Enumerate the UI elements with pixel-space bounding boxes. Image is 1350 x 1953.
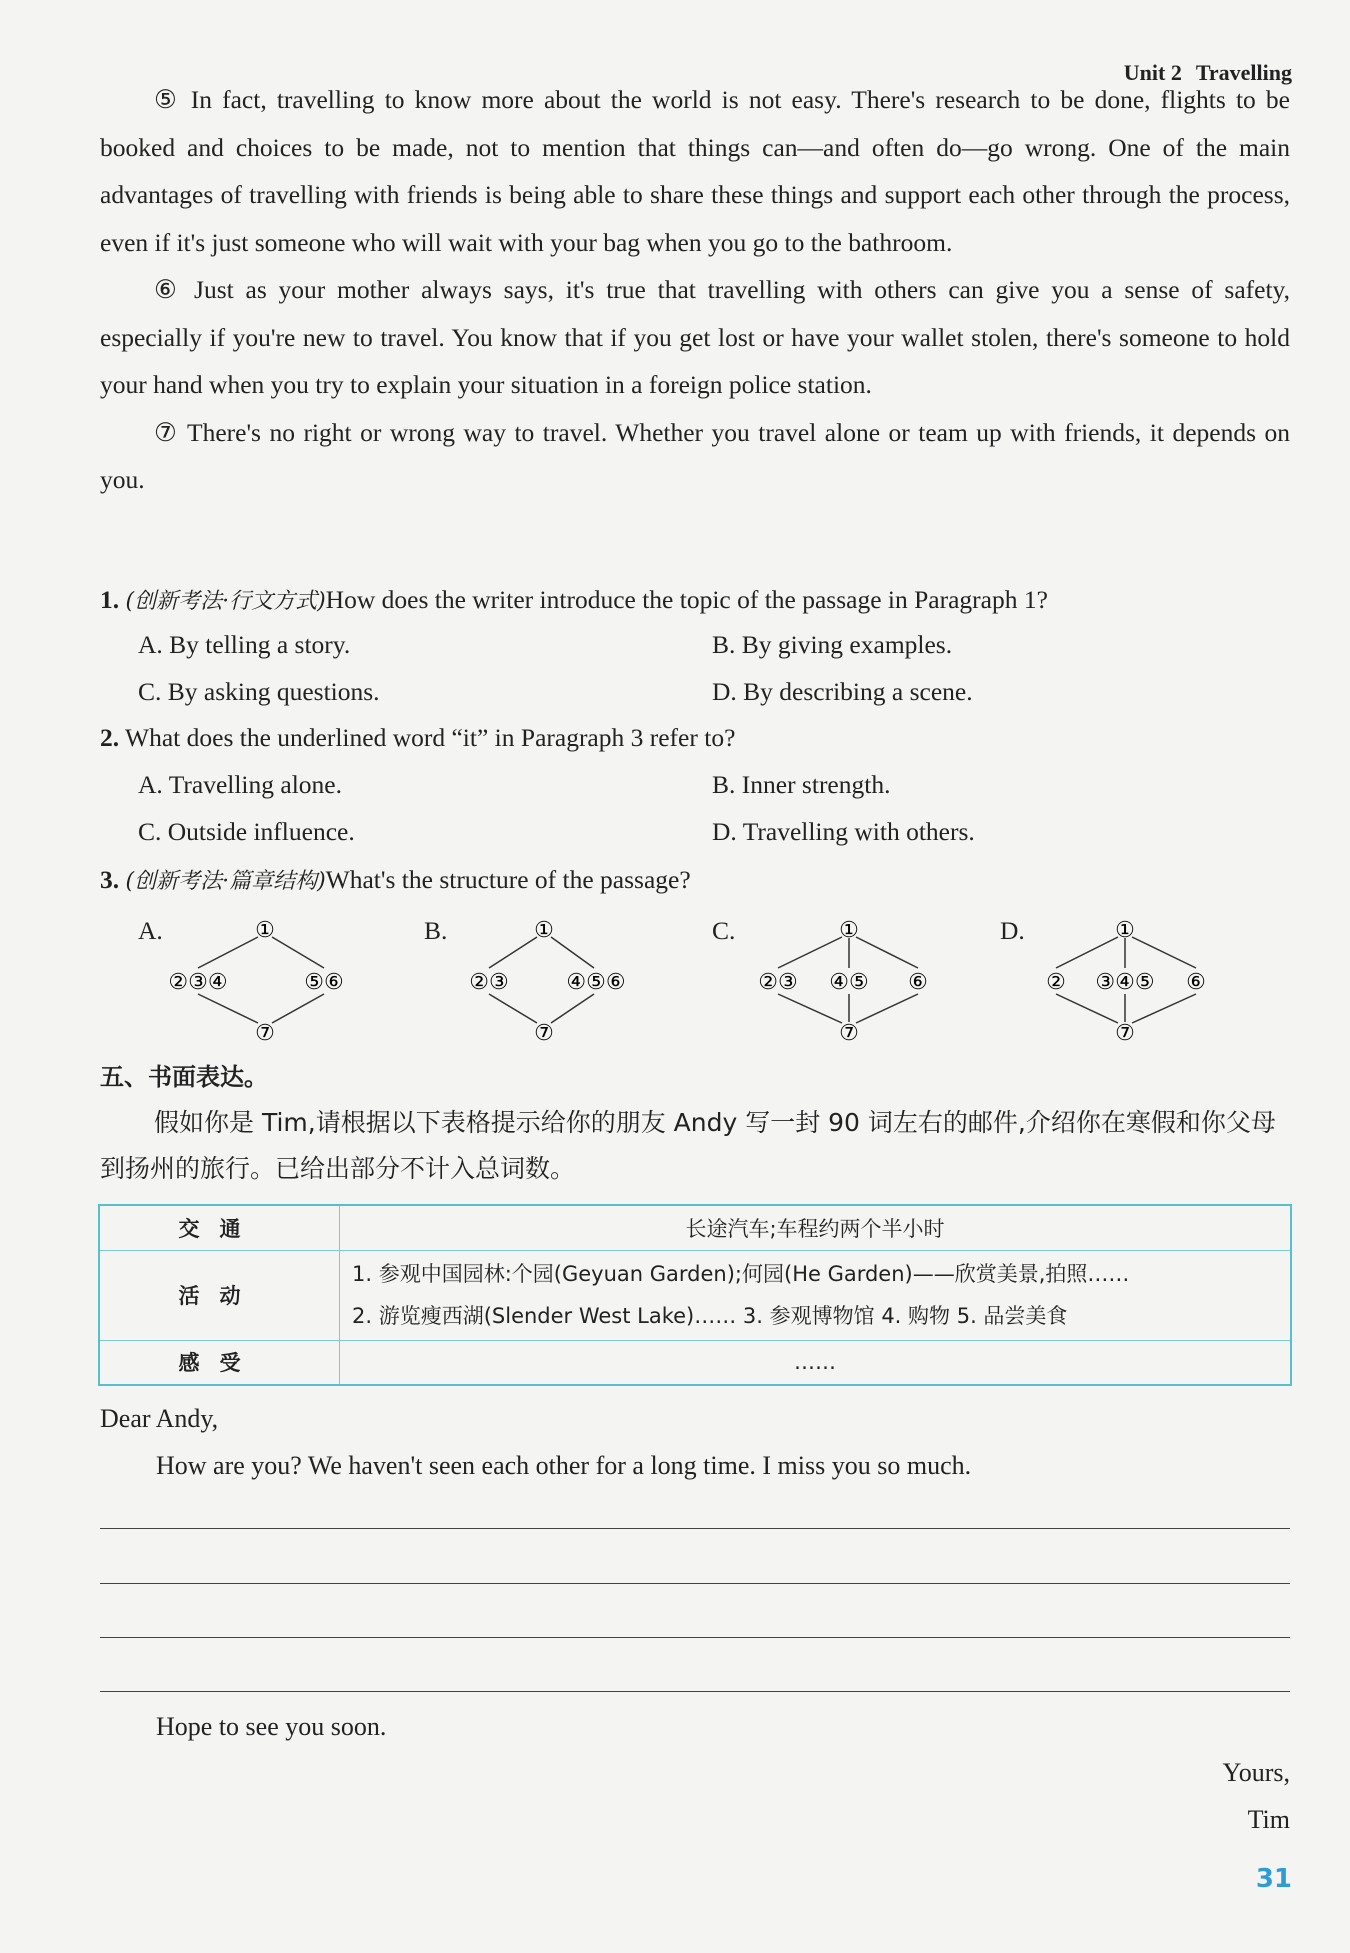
node-left: ②③ — [758, 970, 798, 995]
structure-option-c[interactable] — [712, 910, 942, 1045]
node-right: ⑥ — [1186, 970, 1206, 995]
structure-diagram-a — [138, 910, 368, 1045]
writing-task: 假如你是 Tim,请根据以下表格提示给你的朋友 Andy 写一封 90 词左右的邮件,介绍你在寒假和你父母到扬州的旅行。已给出部分不计入总词数。 — [100, 1108, 1276, 1183]
row-content: …… — [340, 1340, 1292, 1385]
row-header: 感受 — [99, 1340, 340, 1385]
node-right: ⑤⑥ — [304, 970, 344, 995]
question-tag: (创新考法·篇章结构) — [125, 869, 326, 894]
question-text: What's the structure of the passage? — [325, 865, 691, 894]
node-middle: ③④⑤ — [1095, 970, 1155, 995]
question-1 — [100, 584, 1048, 615]
letter-closing: Hope to see you soon. — [156, 1712, 387, 1741]
question-text: What does the underlined word “it” in Paragraph 3 refer to? — [125, 723, 736, 752]
option-1c[interactable]: C. By asking questions. — [138, 677, 380, 706]
unit-label: Unit 2 — [1123, 60, 1182, 85]
option-2d[interactable]: D. Travelling with others. — [712, 817, 975, 846]
letter-opening: How are you? We haven't seen each other for a long time. I miss you so much. — [156, 1451, 972, 1480]
reading-passage — [100, 76, 1290, 504]
activity-line-2: 2. 游览瘦西湖(Slender West Lake)…… 3. 参观博物馆 4. 购物 5. 品尝美食 — [352, 1304, 1068, 1328]
page-number: 31 — [1255, 1864, 1292, 1894]
node-top: ① — [534, 918, 554, 943]
structure-diagram-b — [424, 910, 654, 1045]
structure-diagram-d — [1000, 910, 1240, 1045]
option-label: A. — [138, 916, 163, 945]
node-bottom: ⑦ — [839, 1021, 859, 1045]
option-2a[interactable]: A. Travelling alone. — [138, 770, 342, 799]
structure-option-b[interactable] — [424, 910, 654, 1045]
structure-option-d[interactable] — [1000, 910, 1240, 1045]
question-3 — [100, 864, 691, 895]
node-left: ②③④ — [168, 970, 228, 995]
question-2 — [100, 723, 735, 753]
node-top: ① — [1115, 918, 1135, 943]
node-bottom: ⑦ — [1115, 1021, 1135, 1045]
option-1d[interactable]: D. By describing a scene. — [712, 677, 973, 706]
table-row — [99, 1250, 1291, 1340]
node-left: ② — [1046, 970, 1066, 995]
question-text: How does the writer introduce the topic of the passage in Paragraph 1? — [325, 585, 1048, 614]
structure-diagram-c — [712, 910, 942, 1045]
option-1b[interactable]: B. By giving examples. — [712, 630, 953, 659]
letter-greeting: Dear Andy, — [100, 1404, 219, 1433]
node-top: ① — [255, 918, 275, 943]
node-bottom: ⑦ — [255, 1021, 275, 1045]
section-title: 五、书面表达。 — [100, 1063, 268, 1091]
writing-line[interactable] — [100, 1583, 1290, 1584]
writing-line[interactable] — [100, 1691, 1290, 1692]
writing-line[interactable] — [100, 1528, 1290, 1529]
question-tag: (创新考法·行文方式) — [125, 589, 326, 614]
node-top: ① — [839, 918, 859, 943]
activity-line-1: 1. 参观中国园林:个园(Geyuan Garden);何园(He Garden)——欣赏美景,拍照…… — [352, 1262, 1130, 1286]
question-number: 1. — [100, 585, 120, 614]
option-1a[interactable]: A. By telling a story. — [138, 630, 351, 659]
table-row — [99, 1205, 1291, 1250]
node-middle: ④⑤ — [829, 970, 869, 995]
option-2b[interactable]: B. Inner strength. — [712, 770, 891, 799]
question-number: 2. — [100, 723, 120, 752]
row-header: 活动 — [99, 1250, 340, 1340]
option-label: B. — [424, 916, 448, 945]
option-label: C. — [712, 916, 736, 945]
node-right: ⑥ — [908, 970, 928, 995]
option-2c[interactable]: C. Outside influence. — [138, 817, 355, 846]
letter-signature: Tim — [1247, 1805, 1290, 1834]
structure-option-a[interactable] — [138, 910, 368, 1045]
option-label: D. — [1000, 916, 1025, 945]
question-number: 3. — [100, 865, 120, 894]
paragraph-6: ⑥ Just as your mother always says, it's true that travelling with others can give you a sense of safety, especially if you're new to travel. You know that if you get lost or have your wallet stolen, there's someone to hold your hand when you try to explain your situation in a foreign police station. — [100, 275, 1290, 399]
paragraph-5: ⑤ In fact, travelling to know more about the world is not easy. There's research to be done, flights to be booked and choices to be made, not to mention that things can—and often do—go wrong. One of the main advantages of travelling with friends is being able to share these things and support each other through the process, even if it's just someone who will wait with your bag when you go to the bathroom. — [100, 85, 1290, 257]
unit-title: Travelling — [1195, 60, 1292, 85]
node-right: ④⑤⑥ — [566, 970, 626, 995]
paragraph-7: ⑦ There's no right or wrong way to travel. Whether you travel alone or team up with friends, it depends on you. — [100, 417, 1290, 494]
table-row — [99, 1340, 1291, 1385]
hint-table — [98, 1204, 1292, 1386]
node-bottom: ⑦ — [534, 1021, 554, 1045]
node-left: ②③ — [469, 970, 509, 995]
row-content: 长途汽车;车程约两个半小时 — [340, 1205, 1292, 1250]
writing-line[interactable] — [100, 1637, 1290, 1638]
letter-signoff: Yours, — [1222, 1758, 1290, 1787]
row-content — [340, 1250, 1292, 1340]
row-header: 交通 — [99, 1205, 340, 1250]
